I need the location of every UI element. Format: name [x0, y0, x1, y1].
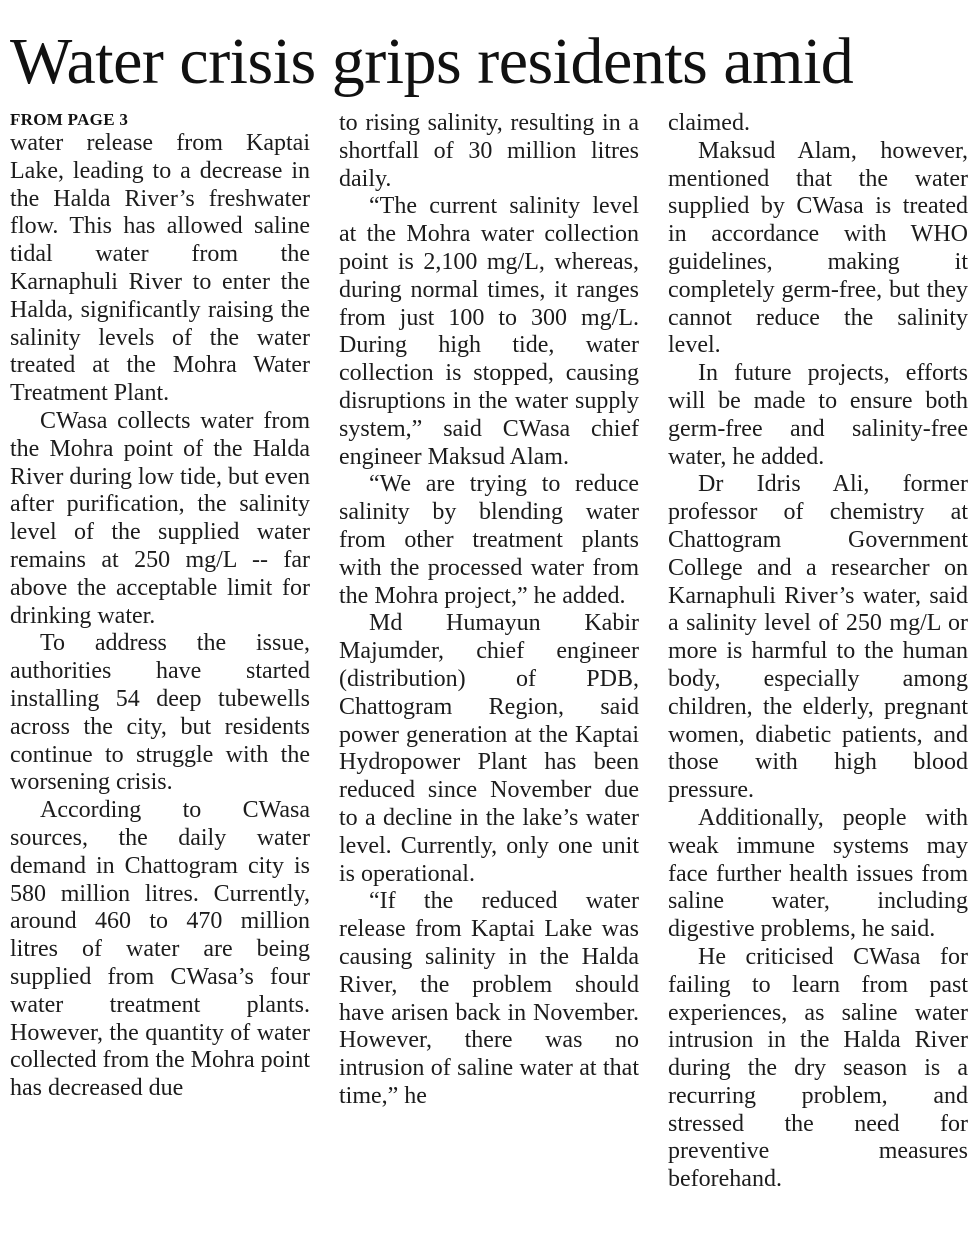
paragraph: Dr Idris Ali, former professor of chemistry at Chattogram Government College and a researcher on Karnaphuli River’s water, said a salinity level of 250 mg/L or more is harmful to the human body, especially among children, the elderly, pregnant women, diabetic patients, and those with high blood pressure.: [668, 471, 968, 804]
continuation-kicker: FROM PAGE 3: [10, 110, 129, 129]
paragraph: claimed.: [668, 110, 750, 136]
paragraph: to rising salinity, resulting in a shortfall of 30 million litres daily.: [339, 110, 639, 192]
headline: Water crisis grips residents amid: [10, 25, 854, 98]
paragraph: “The current salinity level at the Mohra water collection point is 2,100 mg/L, whereas, during normal times, it ranges from just 100 to 300 mg/L. During high tide, water collection is stopped, causing disruptions in the water supply system,” said CWasa chief engineer Maksud Alam.: [339, 193, 639, 470]
article-column-1: [10, 110, 310, 1103]
paragraph: Md Humayun Kabir Majumder, chief engineer (distribution) of PDB, Chattogram Region, said power generation at the Kaptai Hydropower Plant has been reduced since November due to a decline in the lake’s water level. Currently, only one unit is operational.: [339, 610, 639, 887]
article-column-3: [668, 110, 968, 1194]
paragraph: Maksud Alam, however, mentioned that the water supplied by CWasa is treated in accordance with WHO guidelines, making it completely germ-free, but they cannot reduce the salinity level.: [668, 137, 968, 359]
paragraph: To address the issue, authorities have started installing 54 deep tubewells across the city, but residents continue to struggle with the worsening crisis.: [10, 630, 310, 796]
paragraph: “We are trying to reduce salinity by blending water from other treatment plants with the processed water from the Mohra project,” he added.: [339, 471, 639, 609]
paragraph: water release from Kaptai Lake, leading to a decrease in the Halda River’s freshwater flow. This has allowed saline tidal water from the Karnaphuli River to enter the Halda, significantly raising the salinity levels of the water treated at the Mohra Water Treatment Plant.: [10, 130, 310, 407]
paragraph: “If the reduced water release from Kaptai Lake was causing salinity in the Halda River, the problem should have arisen back in November. However, there was no intrusion of saline water at that time,” he: [339, 888, 639, 1109]
paragraph: CWasa collects water from the Mohra point of the Halda River during low tide, but even after purification, the salinity level of the supplied water remains at 250 mg/L -- far above the acceptable limit for drinking water.: [10, 407, 310, 629]
article-column-2: [339, 110, 639, 1111]
paragraph: Additionally, people with weak immune systems may face further health issues from saline water, including digestive problems, he said.: [668, 804, 968, 943]
paragraph: According to CWasa sources, the daily water demand in Chattogram city is 580 million litres. Currently, around 460 to 470 million litres of water are being supplied from CWasa’s four water treatment plants. However, the quantity of water collected from the Mohra point has decreased due: [10, 797, 310, 1102]
paragraph: He criticised CWasa for failing to learn from past experiences, as saline water intrusion in the Halda River during the dry season is a recurring problem, and stressed the need for preventive measures beforehand.: [668, 943, 968, 1193]
paragraph: In future projects, efforts will be made to ensure both germ-free and salinity-free water, he added.: [668, 360, 968, 470]
